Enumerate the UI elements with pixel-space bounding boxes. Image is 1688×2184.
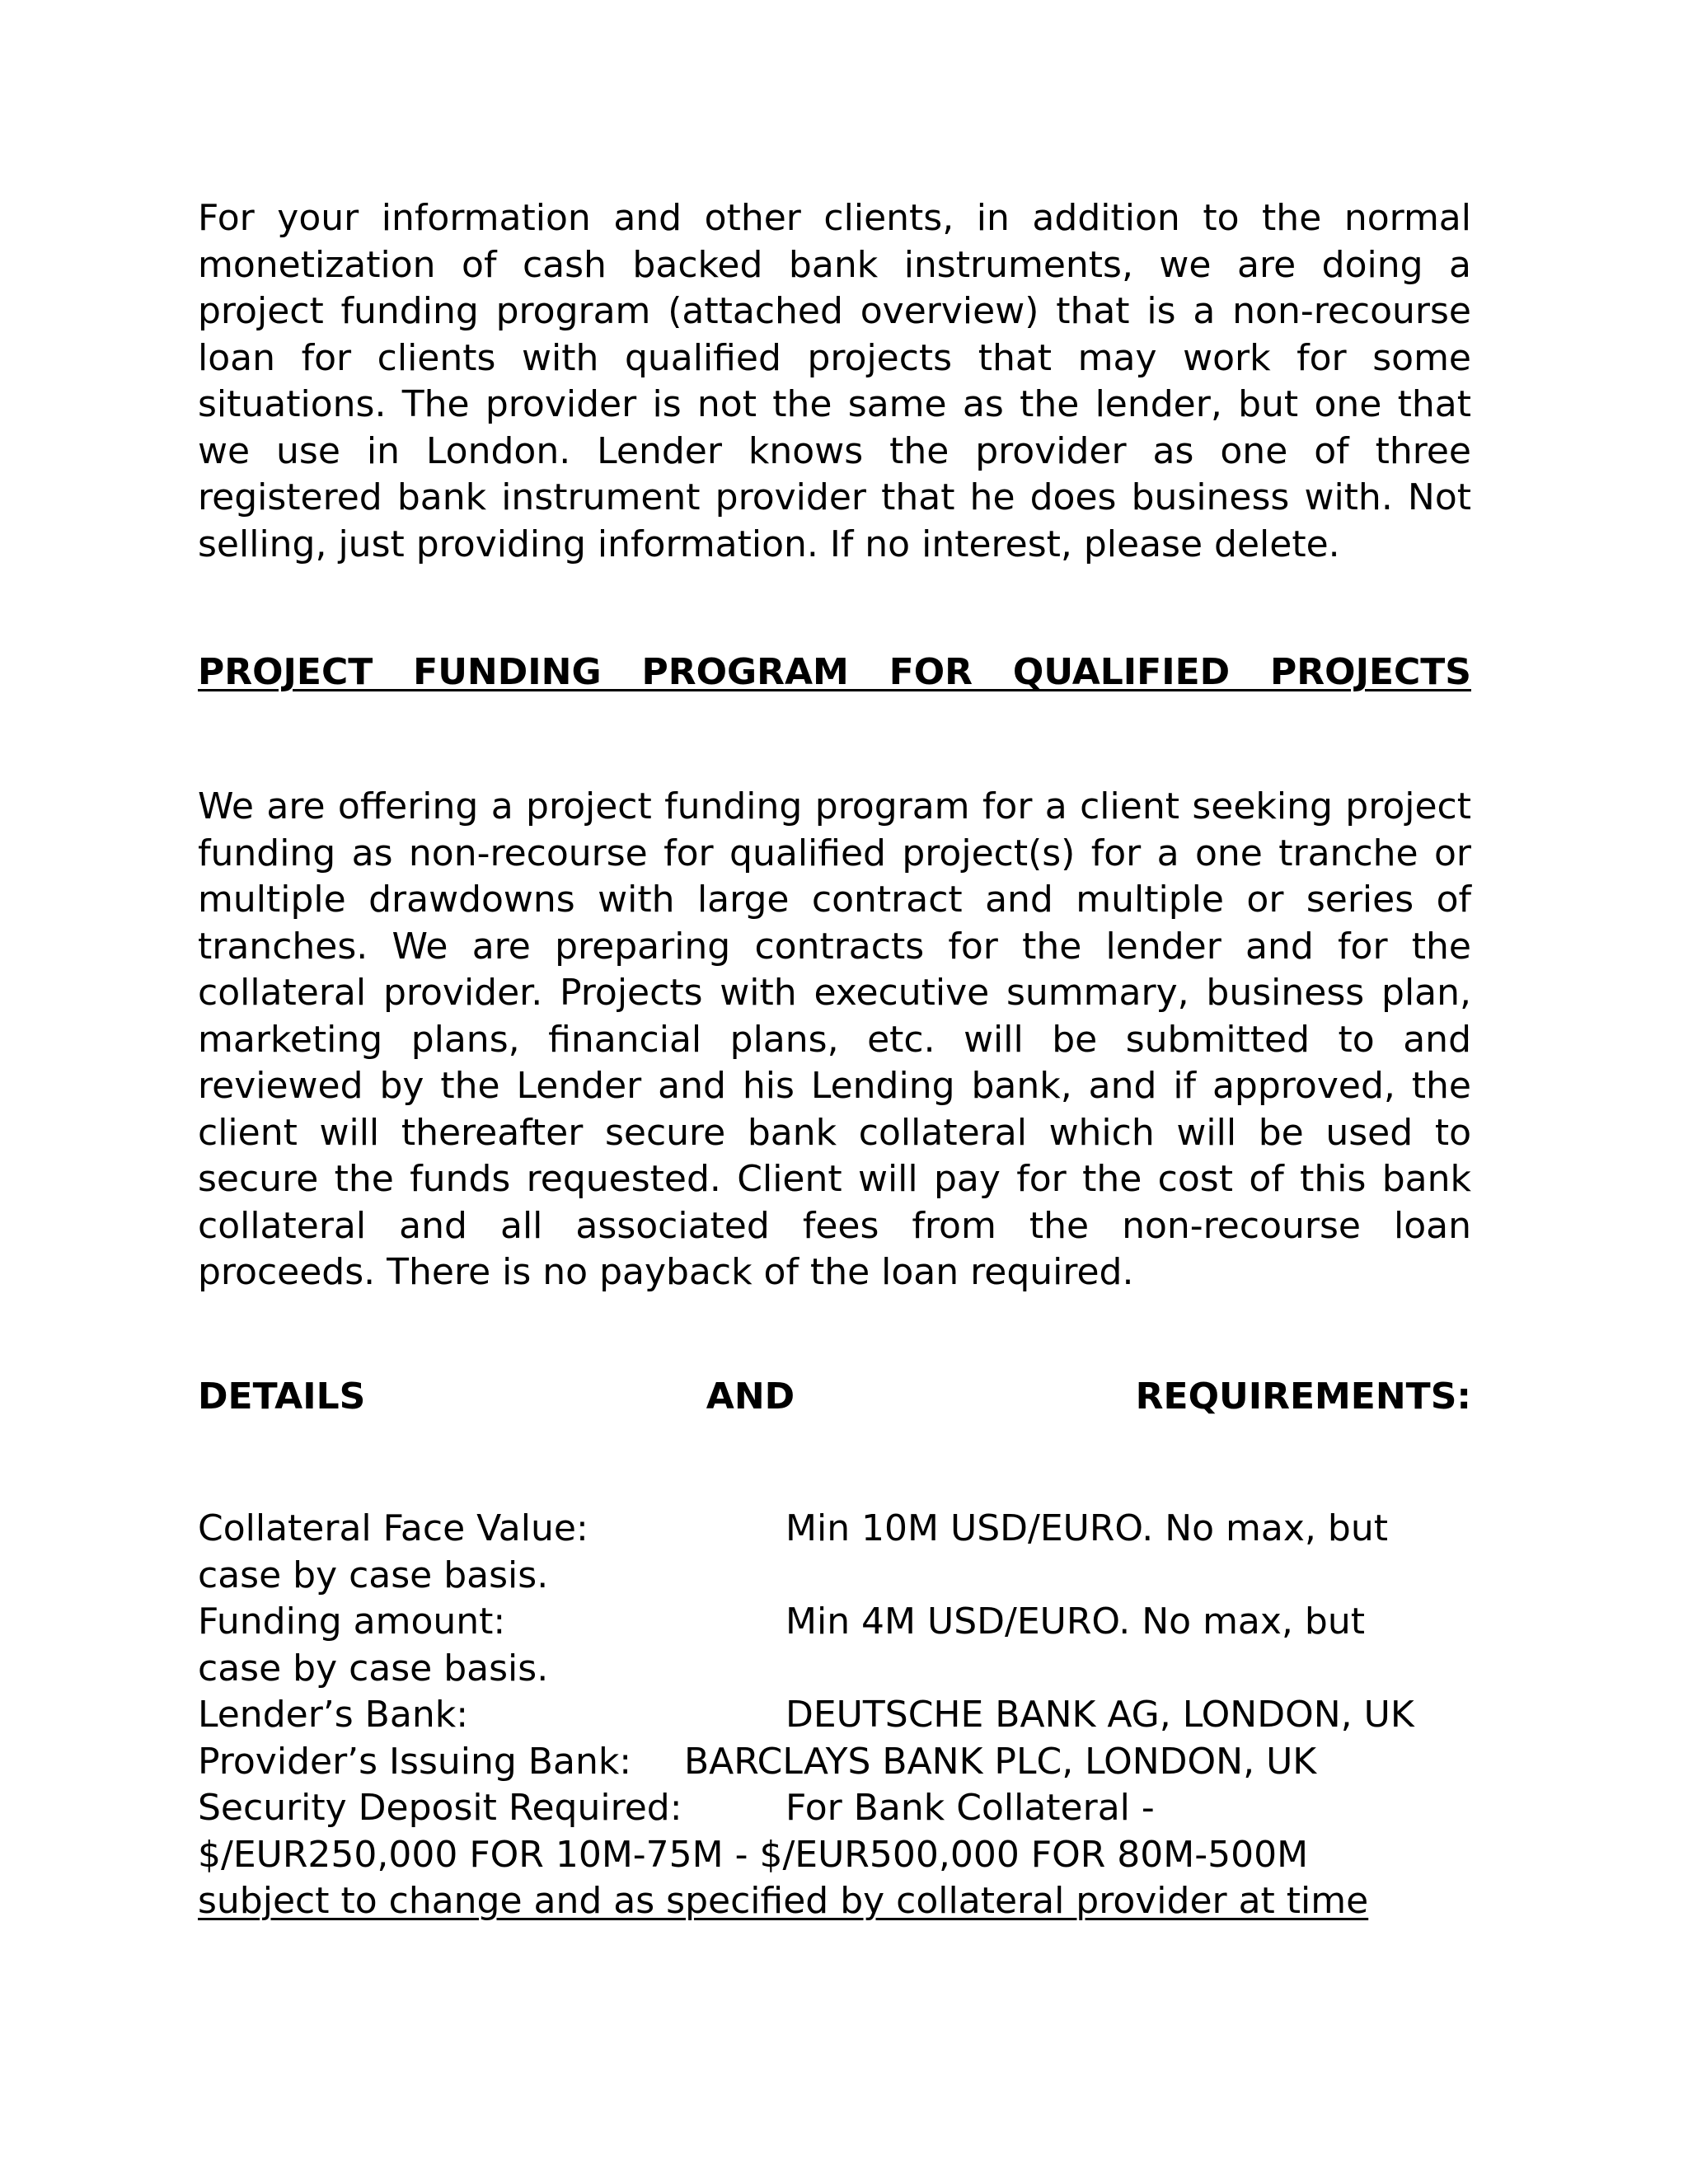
deposit-tiers: $/EUR250,000 FOR 10M-75M - $/EUR500,000 FOR 80M-500M <box>198 1834 1309 1876</box>
collateral-continuation: case by case basis. <box>198 1554 549 1596</box>
funding-value: Min 4M USD/EURO. No max, but <box>785 1601 1365 1643</box>
collateral-value: Min 10M USD/EURO. No max, but <box>785 1507 1388 1549</box>
details-heading-word-2: AND <box>706 1376 795 1418</box>
lender-bank-value: DEUTSCHE BANK AG, LONDON, UK <box>785 1694 1414 1736</box>
program-paragraph: We are offering a project funding program for a client seeking project funding as non-recourse for qualified project(s) for a one tranche or multiple drawdowns with large contract and multiple or series of tranches. We are preparing contracts for the lender and for the collateral provider. Projects with executive summary, business plan, marketing plans, financial plans, etc. will be submitted to and reviewed by the Lender and his Lending bank, and if approved, the client will thereafter secure bank collateral which will be used to secure the funds requested. Client will pay for the cost of this bank collateral and all associated fees from the non-recourse loan proceeds. There is no payback of the loan required. <box>198 785 1471 1293</box>
program-heading: PROJECT FUNDING PROGRAM FOR QUALIFIED PROJECTS <box>198 651 1471 693</box>
lender-bank-label: Lender’s Bank: <box>198 1694 469 1736</box>
details-heading-word-1: DETAILS <box>198 1376 366 1418</box>
details-heading-word-3: REQUIREMENTS: <box>1135 1376 1471 1418</box>
intro-paragraph: For your information and other clients, in addition to the normal monetization of cash backed bank instruments, we are doing a project funding program (attached overview) that is a non-recourse loan for clients with qualified projects that may work for some situations. The provider is not the same as the lender, but one that we use in London. Lender knows the provider as one of three registered bank instrument provider that he does business with. Not selling, just providing information. If no interest, please delete. <box>198 197 1471 565</box>
provider-bank-value: BARCLAYS BANK PLC, LONDON, UK <box>684 1741 1317 1783</box>
collateral-label: Collateral Face Value: <box>198 1507 588 1549</box>
funding-label: Funding amount: <box>198 1601 506 1643</box>
deposit-label: Security Deposit Required: <box>198 1787 682 1829</box>
details-heading <box>198 1374 1471 1421</box>
provider-bank-label: Provider’s Issuing Bank: <box>198 1741 632 1783</box>
deposit-value: For Bank Collateral - <box>785 1787 1155 1829</box>
deposit-note: subject to change and as specified by collateral provider at time <box>198 1880 1369 1922</box>
funding-continuation: case by case basis. <box>198 1647 549 1690</box>
